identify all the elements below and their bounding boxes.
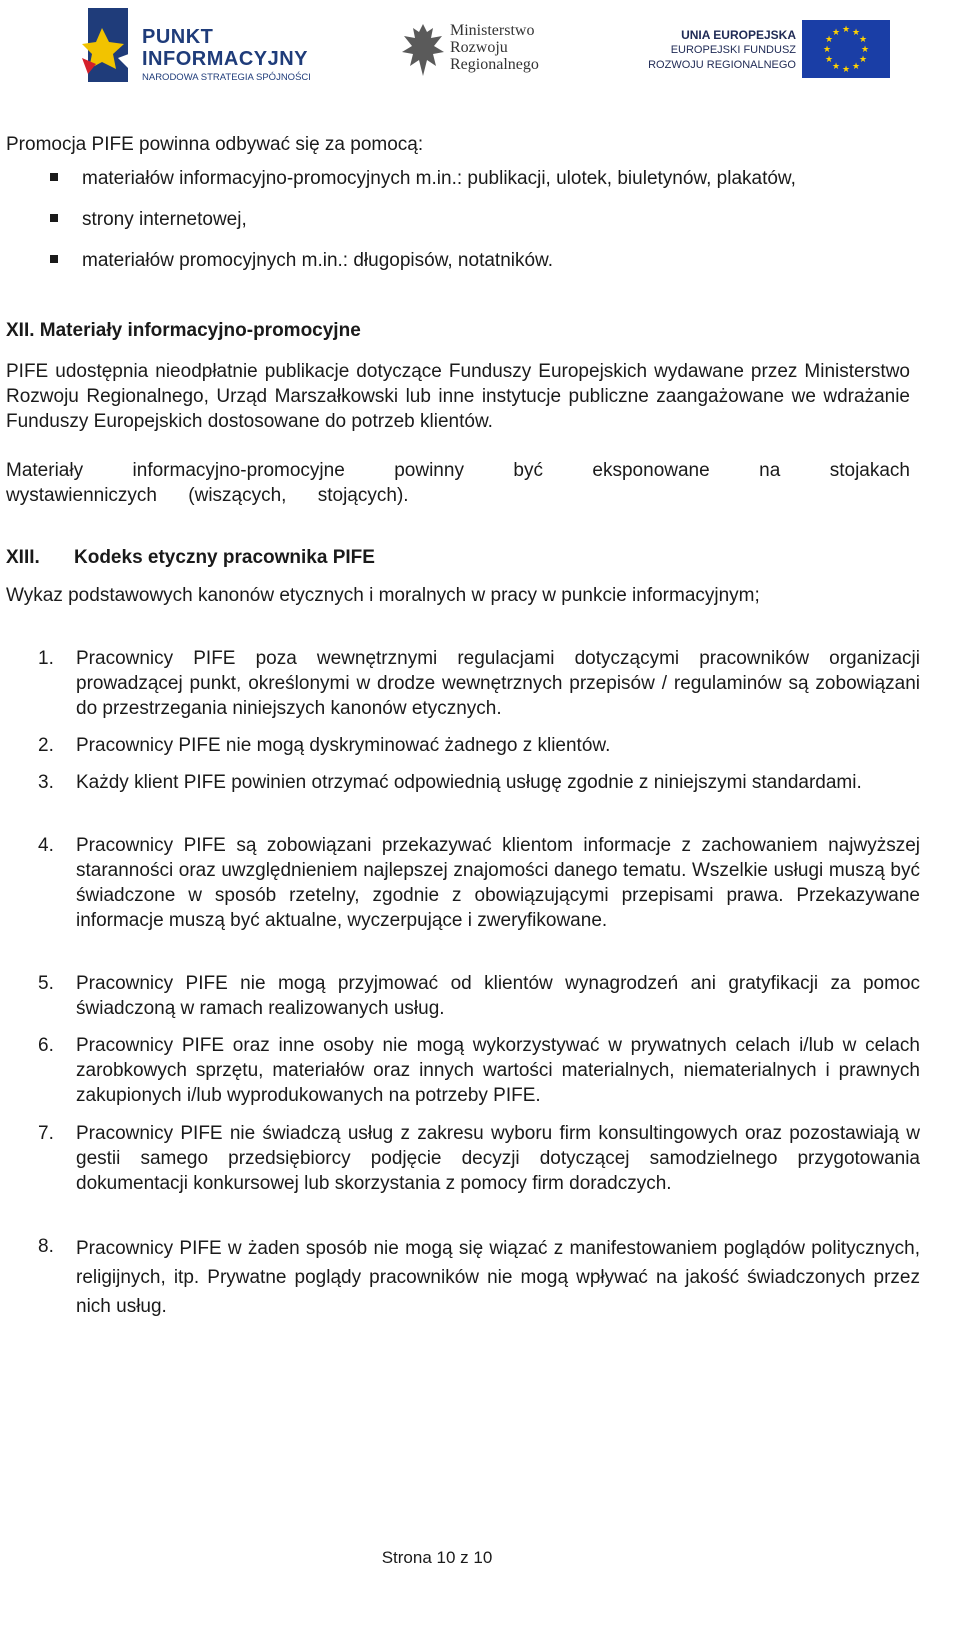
eu-line3: ROZWOJU REGIONALNEGO	[648, 59, 796, 71]
ethics-item-text: Pracownicy PIFE poza wewnętrznymi regulacjami dotyczącymi pracowników organizacji prowadzącej punkt, określonymi w drodze wewnętrznych przepisów / regulaminów są zobowiązani do przestrzegania niniejszych kanonów etycznych.	[76, 648, 920, 719]
svg-text:★: ★	[841, 25, 851, 35]
punkt-line1: PUNKT	[142, 26, 214, 48]
punkt-line2: INFORMACYJNY	[142, 48, 309, 70]
svg-text:★: ★	[851, 62, 861, 72]
ethics-item	[38, 833, 920, 933]
section-12-paragraph-1: PIFE udostępnia nieodpłatnie publikacje dotyczące Funduszy Europejskich wydawane przez Ministerstwo Rozwoju Regionalnego, Urząd Marszałkowski lub inne instytucje publiczne zaangażowane we wdrażanie Funduszy Europejskich dostosowane do potrzeb klientów.	[6, 361, 910, 432]
bullet-item: materiałów promocyjnych m.in.: długopisów, notatników.	[82, 250, 554, 271]
ethics-item-number: 1.	[38, 648, 54, 669]
ethics-item-text: Pracownicy PIFE są zobowiązani przekazywać klientom informacje z zachowaniem najwyższej staranności oraz uwzględnieniem najlepszej znajomości danego tematu. Wszelkie usługi muszą być świadczone w sposób rzetelny, zgodnie z obowiązującymi przepisami prawa. Przekazywane informacje muszą być aktualne, wyczerpujące i zweryfikowane.	[76, 835, 920, 931]
page-header	[0, 0, 960, 100]
section-13-number: XIII.	[6, 547, 40, 568]
ministry-logo	[400, 16, 570, 80]
ethics-item-text: Każdy klient PIFE powinien otrzymać odpowiednią usługę zgodnie z niniejszymi standardami.	[76, 772, 862, 793]
section-12-heading: XII. Materiały informacyjno-promocyjne	[6, 320, 361, 341]
svg-text:★: ★	[822, 45, 832, 55]
ethics-item-text: Pracownicy PIFE nie mogą przyjmować od klientów wynagrodzeń ani gratyfikacji za pomoc świadczoną w ramach realizowanych usług.	[76, 973, 920, 1019]
ethics-item-number: 6.	[38, 1035, 54, 1056]
promotion-intro: Promocja PIFE powinna odbywać się za pomocą:	[6, 134, 424, 155]
ethics-item-text: Pracownicy PIFE w żaden sposób nie mogą się wiązać z manifestowaniem poglądów politycznych, religijnych, itp. Prywatne poglądy pracowników nie mogą wpływać na jakość świadczonych przez nich usług.	[76, 1238, 920, 1317]
ethics-item-number: 8.	[38, 1236, 54, 1257]
bullet-icon	[50, 173, 58, 181]
ethics-item	[38, 1121, 920, 1196]
ministry-line3: Regionalnego	[450, 56, 539, 73]
section-12-paragraph-2: Materiały informacyjno-promocyjne powinny być eksponowane na stojakach wystawienniczych (wiszących, stojących).	[6, 460, 910, 506]
eu-flag-icon	[802, 20, 890, 78]
eu-logo	[622, 18, 892, 82]
ethics-item-number: 3.	[38, 772, 54, 793]
ethics-item	[38, 971, 920, 1021]
page-footer: Strona 10 z 10	[381, 1548, 493, 1567]
section-13-intro: Wykaz podstawowych kanonów etycznych i moralnych w pracy w punkcie informacyjnym;	[6, 585, 760, 606]
ethics-item-number: 2.	[38, 735, 54, 756]
punkt-star-icon	[82, 8, 142, 82]
bullet-item: materiałów informacyjno-promocyjnych m.in.: publikacji, ulotek, biuletynów, plakatów,	[82, 168, 796, 189]
ethics-item	[38, 646, 920, 721]
ethics-item-text: Pracownicy PIFE nie świadczą usług z zakresu wyboru firm konsultingowych oraz pozostawiają w gestii samego przedsiębiorcy podjęcie decyzji dotyczącej samodzielnego przygotowania dokumentacji konkursowej lub skorzystania z pomocy firm doradczych.	[76, 1123, 920, 1194]
punkt-line3: NARODOWA STRATEGIA SPÓJNOŚCI	[142, 72, 311, 83]
ethics-item-text: Pracownicy PIFE nie mogą dyskryminować żadnego z klientów.	[76, 735, 611, 756]
ethics-item	[38, 1234, 920, 1321]
ethics-item-number: 4.	[38, 835, 54, 856]
svg-text:★: ★	[841, 65, 851, 75]
eu-line1: UNIA EUROPEJSKA	[681, 28, 796, 42]
eu-line2: EUROPEJSKI FUNDUSZ	[670, 44, 796, 56]
polish-eagle-icon	[400, 22, 446, 78]
svg-text:★: ★	[860, 45, 870, 55]
ethics-item-text: Pracownicy PIFE oraz inne osoby nie mogą wykorzystywać w prywatnych celach i/lub w celach zarobkowych sprzętu, materiałów oraz innych wartości materialnych, niematerialnych i prawnych zakupionych i/lub wyprodukowanych na potrzeby PIFE.	[76, 1035, 920, 1106]
svg-text:★: ★	[824, 55, 834, 65]
ethics-item-number: 7.	[38, 1123, 54, 1144]
ethics-item	[38, 733, 920, 758]
svg-text:★: ★	[851, 28, 861, 38]
bullet-icon	[50, 255, 58, 263]
svg-text:★: ★	[831, 28, 841, 38]
svg-text:★: ★	[858, 35, 868, 45]
bullet-icon	[50, 214, 58, 222]
ethics-item	[38, 1033, 920, 1108]
svg-text:★: ★	[824, 35, 834, 45]
ethics-item	[38, 770, 920, 795]
punkt-informacyjny-logo	[82, 6, 322, 86]
ministry-line2: Rozwoju	[450, 39, 508, 56]
section-13-title: Kodeks etyczny pracownika PIFE	[74, 547, 375, 568]
ethics-item-number: 5.	[38, 973, 54, 994]
ministry-line1: Ministerstwo	[450, 22, 535, 39]
svg-text:★: ★	[831, 62, 841, 72]
svg-text:★: ★	[858, 55, 868, 65]
bullet-item: strony internetowej,	[82, 209, 247, 230]
